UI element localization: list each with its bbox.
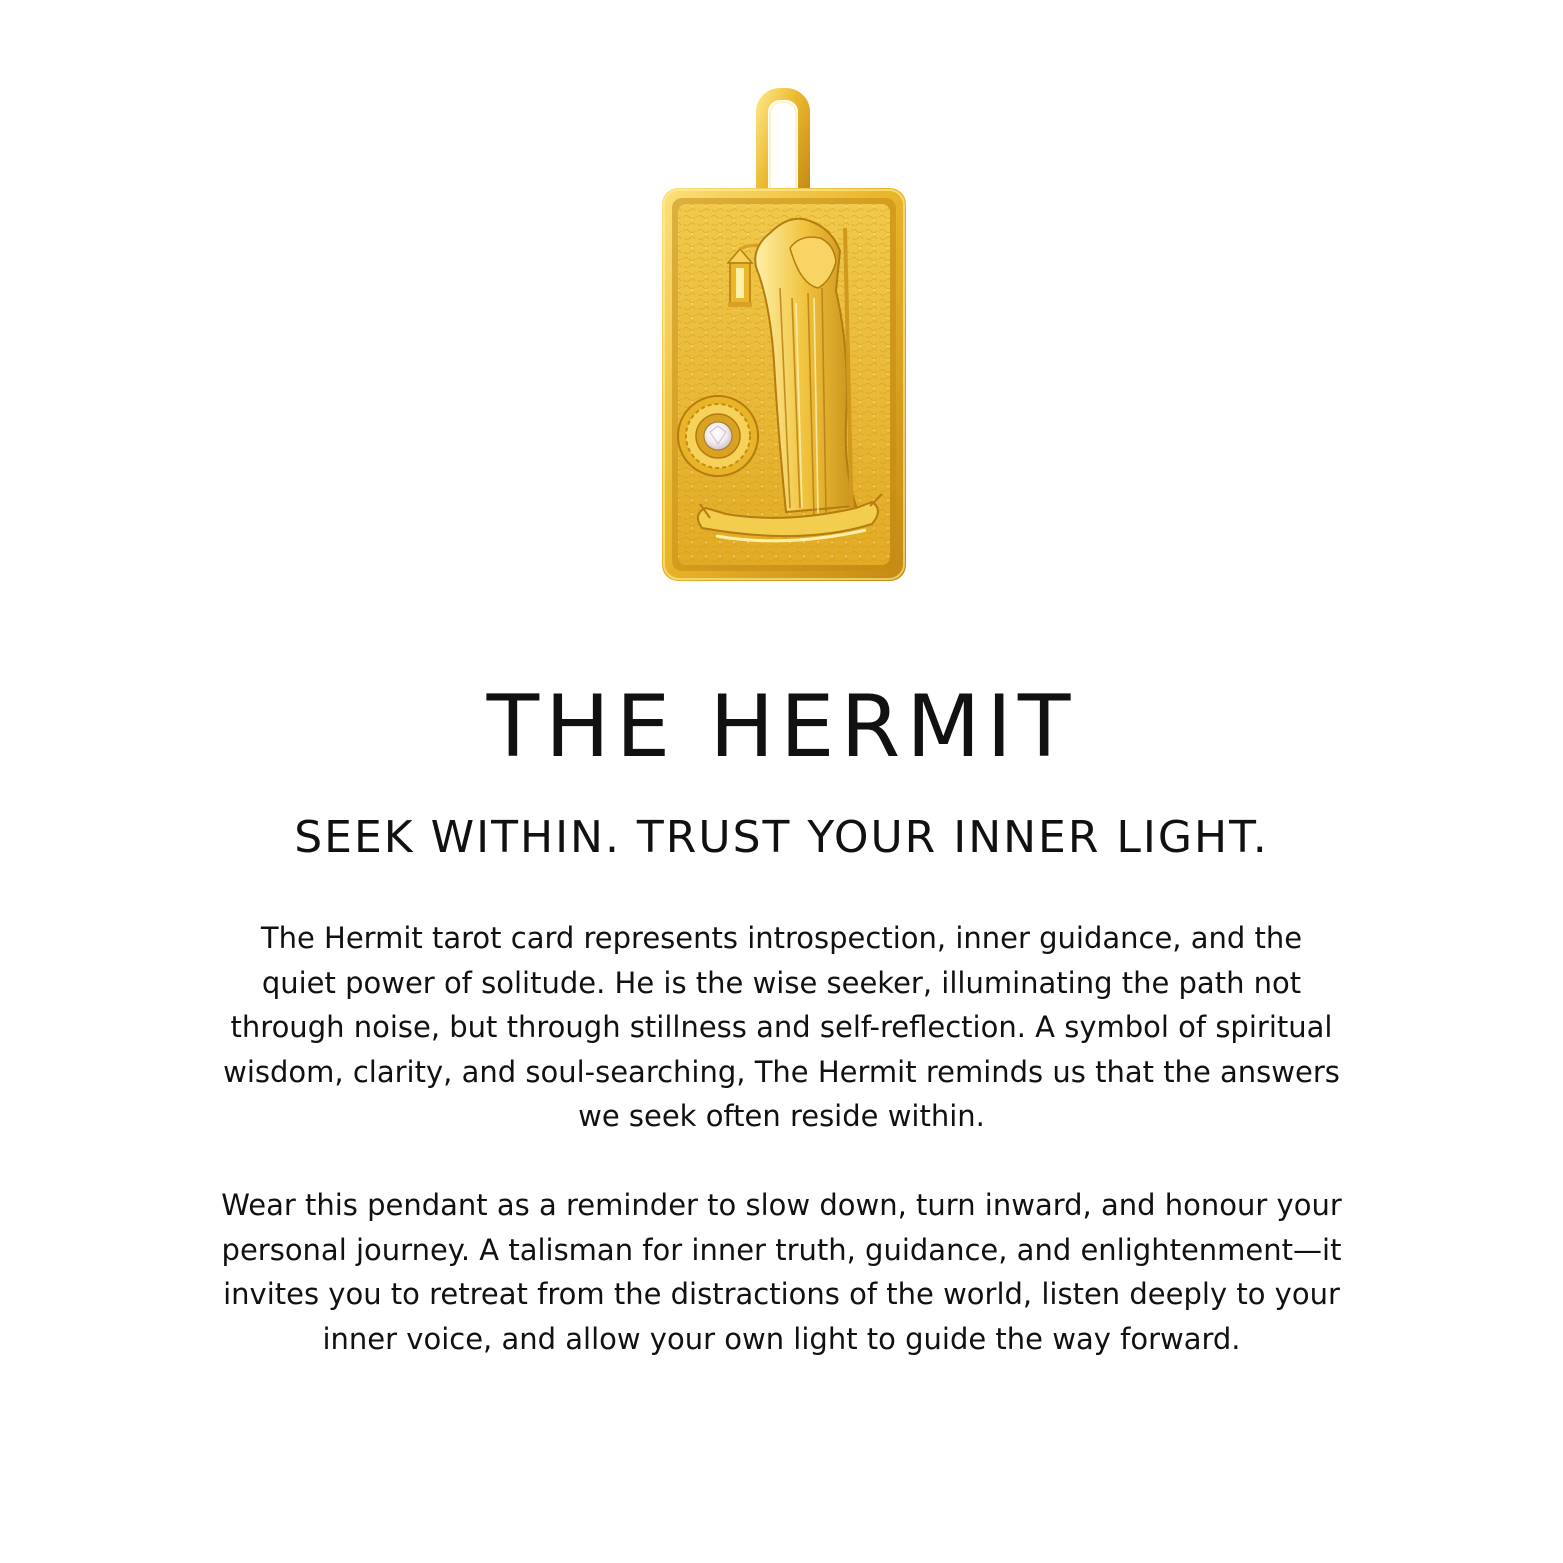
tagline: SEEK WITHIN. TRUST YOUR INNER LIGHT. bbox=[294, 812, 1269, 863]
pendant-image bbox=[640, 88, 925, 588]
hermit-pendant-illustration bbox=[640, 88, 925, 588]
description-paragraph-2: Wear this pendant as a reminder to slow down, turn inward, and honour your personal journey. A talisman for inner truth, guidance, and enlightenment—it invites you to retreat from the distractions of the world, listen deeply to your inner voice, and allow your own light to guide the way forward. bbox=[221, 1188, 1342, 1356]
page-title: THE HERMIT bbox=[486, 677, 1077, 777]
sun-medallion bbox=[678, 396, 758, 476]
bail-loop bbox=[762, 94, 804, 204]
description-paragraph-1: The Hermit tarot card represents introspection, inner guidance, and the quiet power of solitude. He is the wise seeker, illuminating the path not through noise, but through stillness and self-reflection. A symbol of spiritual wisdom, clarity, and soul-searching, The Hermit reminds us that the answers we seek often reside within. bbox=[223, 921, 1340, 1133]
